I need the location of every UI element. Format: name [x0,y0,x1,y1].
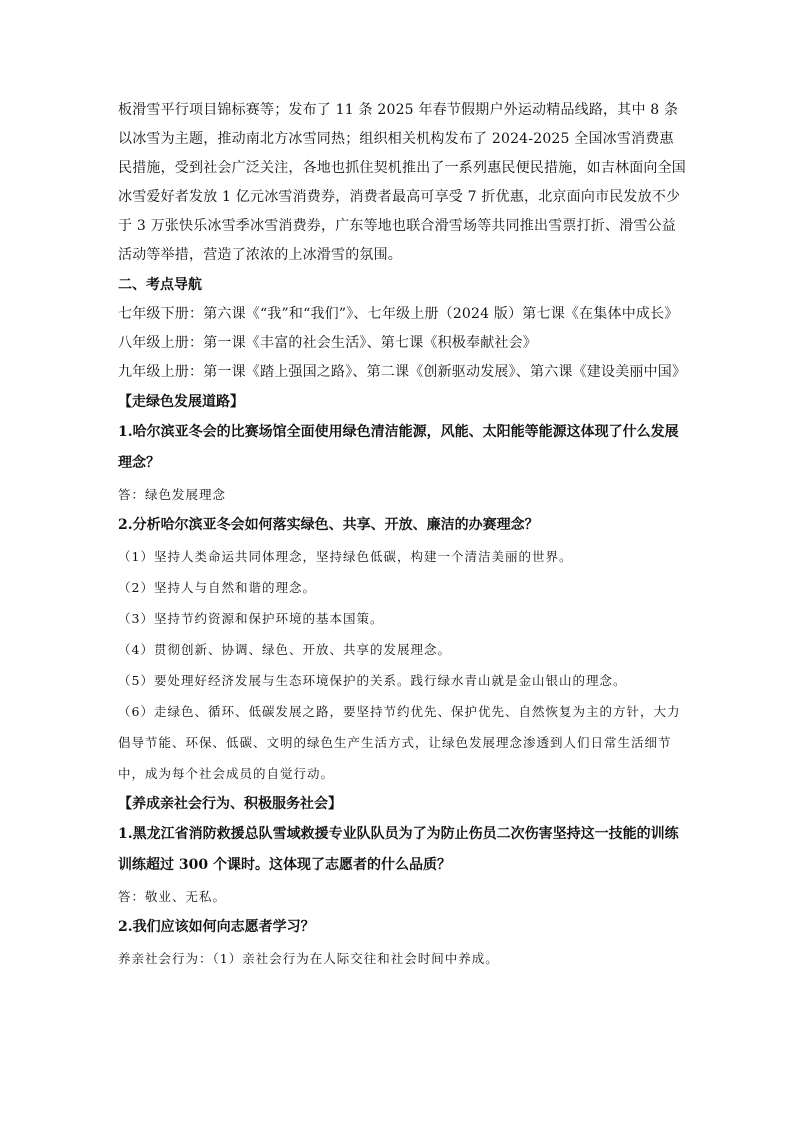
social-question-2: 2.我们应该如何向志愿者学习？ [118,919,315,935]
green-item-1: （1）坚持人类命运共同体理念，坚持绿色低碳，构建一个清洁美丽的世界。 [118,549,573,564]
social-answer-2: 养亲社会行为：（1）亲社会行为在人际交往和社会时间中养成。 [118,951,499,966]
green-question-2: 2.分析哈尔滨亚冬会如何落实绿色、共享、开放、廉洁的办赛理念？ [118,517,539,533]
social-question-1: 1.黑龙江省消防救援总队雪域救援专业队队员为了为防止伤员二次伤害坚持这一技能的训练训练超过 300 个课时。这体现了志愿者的什么品质？ [118,826,679,873]
section-title: 二、考点导航 [118,277,202,293]
document-page [118,96,686,974]
green-item-3: （3）坚持节约资源和保护环境的基本国策。 [118,611,384,626]
grade7-line: 七年级下册：第六课《“我”和“我们”》、七年级上册（2024 版）第七课《在集体中成长》 [118,306,679,322]
green-item-4: （4）贯彻创新、协调、绿色、开放、共享的发展理念。 [118,642,451,657]
green-answer-1: 答：绿色发展理念 [118,487,227,502]
grade8-line: 八年级上册：第一课《丰富的社会生活》、第七课《积极奉献社会》 [118,335,537,351]
green-item-6: （6）走绿色、循环、低碳发展之路，要坚持节约优先、保护优先、自然恢复为主的方针，大力倡导节能、环保、低碳、文明的绿色生产生活方式，让绿色发展理念渗透到人们日常生活细节中，成为每个社会成员的自觉行动。 [118,704,681,781]
social-heading: 【养成亲社会行为、积极服务社会】 [118,796,342,812]
green-question-1: 1.哈尔滨亚冬会的比赛场馆全面使用绿色清洁能源，风能、太阳能等能源这体现了什么发展理念？ [118,424,679,471]
grade9-line: 九年级上册：第一课《踏上强国之路》、第二课《创新驱动发展》、第六课《建设美丽中国》 [118,364,687,380]
green-heading: 【走绿色发展道路】 [118,394,244,410]
green-item-5: （5）要处理好经济发展与生态环境保护的关系。践行绿水青山就是金山银山的理念。 [118,673,627,688]
intro-paragraph: 板滑雪平行项目锦标赛等；发布了 11 条 2025 年春节假期户外运动精品线路，其中 8 条以冰雪为主题，推动南北方冰雪同热；组织相关机构发布了 2024-2025 全国冰雪消费惠民措施，受到社会广泛关注，各地也抓住契机推出了一系列惠民便民措施，如吉林面向全国冰雪爱好者发放 1 亿元冰雪消费券，消费者最高可享受 7 折优惠，北京面向市民发放不少于 3 万张快乐冰雪季冰雪消费券，广东等地也联合滑雪场等共同推出雪票打折、滑雪公益活动等举措，营造了浓浓的上冰滑雪的氛围。 [118,102,686,263]
green-item-2: （2）坚持人与自然和谐的理念。 [118,580,316,595]
social-answer-1: 答：敬业、无私。 [118,889,227,904]
